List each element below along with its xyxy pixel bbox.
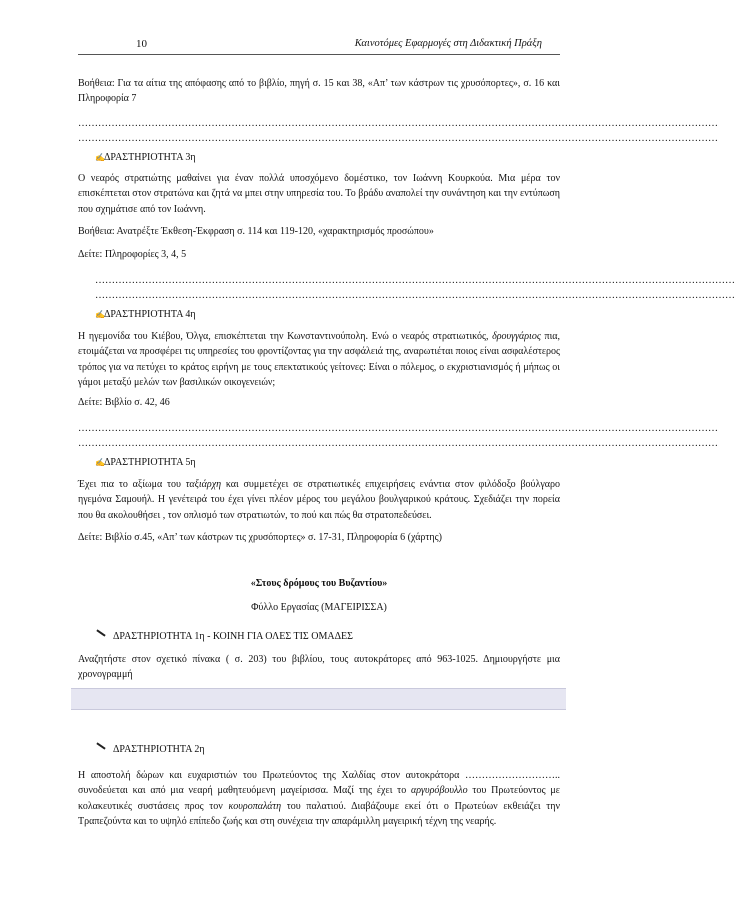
answer-line: ………………………………………………………………………………………………………………………………………………………………………… [78,423,718,434]
activity-5-text: Έχει πια το αξίωμα του ταξιάρχη και συμμετέχει σε στρατιωτικές επιχειρήσεις ενάντια στον φιλόδοξο βούλγαρο ηγεμόνα Σαμουήλ. Η γενέτειρά του έχει γίνει πλέον μέρος του μεγάλου βουλγαρικού κράτους. Σχεδιάζει την πορεία που θα ακολουθήσει , τον οπλισμό των στρατιωτών, το πού και πώς θα στρατοπεδεύσει. [78,479,560,521]
activity-2-heading: ΔΡΑΣΤΗΡΙΟΤΗΤΑ 2η [95,742,205,755]
activity-3-text: Ο νεαρός στρατιώτης μαθαίνει για έναν πολλά υποσχόμενο δομέστικο, τον Ιωάννη Κουρκούα. Μια μέρα τον επισκέπτεται στον στρατώνα και ζητά να μπει στην υπηρεσία του. Το βράδυ αναπολεί την συνάντηση και την εντύπωση που σχημάτισε από τον Ιωάννη. [78,173,560,215]
answer-line: ………………………………………………………………………………………………………………………………………………………………………… [78,133,718,144]
activity-1-text: Αναζητήστε στον σχετικό πίνακα ( σ. 203) του βιβλίου, τους αυτοκράτορες από 963-1025. Δημιουργήστε μια χρονογραμμή [78,654,560,681]
pen-icon: ✍ [95,310,105,319]
activity-3-see: Δείτε: Πληροφορίες 3, 4, 5 [78,249,187,260]
pen-icon: ✍ [95,458,105,467]
activity-5-see: Δείτε: Βιβλίο σ.45, «Απ’ των κάστρων τις χρυσόπορτες» σ. 17-31, Πληροφορία 6 (χάρτης) [78,532,442,543]
arrow-icon [95,742,107,752]
activity-4-see: Δείτε: Βιβλίο σ. 42, 46 [78,397,170,408]
activity-1-heading: ΔΡΑΣΤΗΡΙΟΤΗΤΑ 1η - ΚΟΙΝΗ ΓΙΑ ΟΛΕΣ ΤΙΣ ΟΜΑΔΕΣ [95,629,353,642]
activity-2-text: Η αποστολή δώρων και ευχαριστιών του Πρωτεύοντος της Χαλδίας στον αυτοκράτορα ……………………….. συνοδεύεται και από μια νεαρή μαθητευόμενη μαγείρισσα. Μαζί της έχει το αργυρόβουλλο του Πρωτεύοντος με κολακευτικές συστάσεις προς τον κουροπαλάτη του παλατιού. Διαβάζουμε εκεί ότι ο Πρωτεύων εκθειάζει την Τραπεζούντα και το υψηλό επίπεδο ζωής και στη συνέχεια την απαράμιλλη μαγειρική τέχνη της νεαρής. [78,770,560,828]
activity-3-heading: ✍ΔΡΑΣΤΗΡΙΟΤΗΤΑ 3η [95,152,196,163]
activity-3-help: Βοήθεια: Ανατρέξτε Έκθεση-Έκφραση σ. 114 και 119-120, «χαρακτηρισμός προσώπου» [78,226,434,237]
page-number: 10 [136,38,147,50]
answer-line: ………………………………………………………………………………………………………………………………………………………………………… [95,290,735,301]
help-paragraph-1: Βοήθεια: Για τα αίτια της απόφασης από το βιβλίο, πηγή σ. 15 και 38, «Απ’ των κάστρων τις χρυσόπορτες», σ. 16 και Πληροφορία 7 [78,78,560,105]
worksheet-subtitle: Φύλλο Εργασίας (ΜΑΓΕΙΡΙΣΣΑ) [251,602,387,613]
answer-line: ………………………………………………………………………………………………………………………………………………………………………… [78,118,718,129]
shaded-divider [71,688,566,710]
activity-4-text: Η ηγεμονίδα του Κιέβου, Όλγα, επισκέπτεται την Κωνσταντινούπολη. Ενώ ο νεαρός στρατιωτικός, δρουγγάριος πια, ετοιμάζεται να προσφέρει τις υπηρεσίες του φροντίζοντας για την ασφάλειά της, αναρωτιέται ποιος είναι ασφαλέστερος τρόπος για να πετύχει το κράτος ειρήνη με τους επεκτατικούς γείτονες: Είναι ο πόλεμος, ο εκχριστιανισμός ή μήπως οι γάμοι μεταξύ μελών των βασιλικών οικογενειών; [78,331,560,389]
answer-line: ………………………………………………………………………………………………………………………………………………………………………… [78,438,718,449]
arrow-icon [95,629,107,639]
running-title: Καινοτόμες Εφαρμογές στη Διδακτική Πράξη [354,38,542,49]
section-title: «Στους δρόμους του Βυζαντίου» [250,578,388,589]
answer-line: ………………………………………………………………………………………………………………………………………………………………………… [95,275,735,286]
activity-4-heading: ✍ΔΡΑΣΤΗΡΙΟΤΗΤΑ 4η [95,309,196,320]
page-header [78,38,560,55]
pen-icon: ✍ [95,153,105,162]
activity-5-heading: ✍ΔΡΑΣΤΗΡΙΟΤΗΤΑ 5η [95,457,196,468]
